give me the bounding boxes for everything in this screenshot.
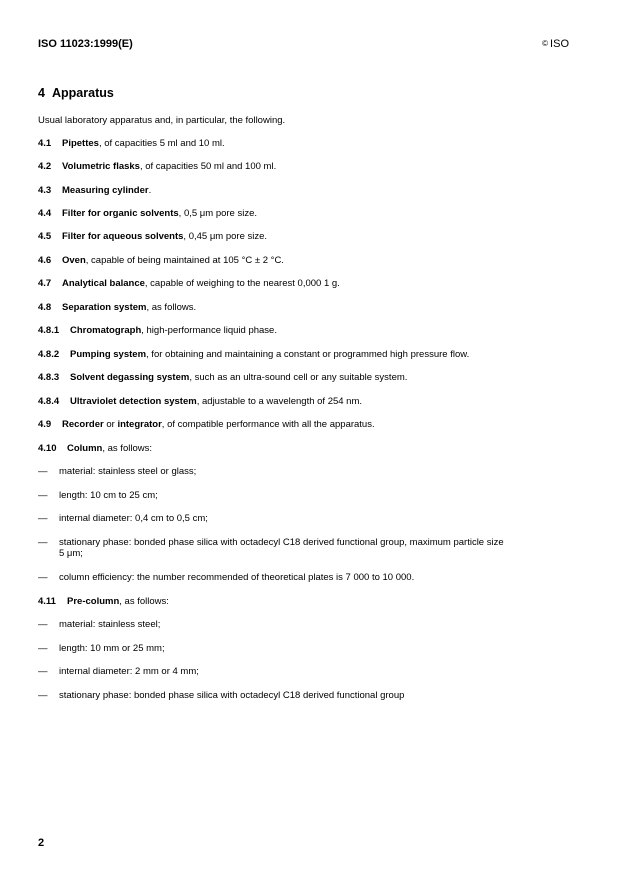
section-heading — [38, 86, 114, 100]
clause-term: Solvent degassing system — [70, 372, 190, 383]
clause-term: Volumetric flasks — [62, 161, 140, 172]
clause-number: 4.9 — [38, 419, 52, 430]
clause-text: , high-performance liquid phase. — [141, 325, 277, 336]
clause-4-6 — [38, 255, 284, 266]
clause-4-8-1 — [38, 325, 277, 336]
dash-bullet: — — [38, 466, 48, 477]
list-item-text: internal diameter: 0,4 cm to 0,5 cm; — [59, 513, 208, 524]
clause-4-3 — [38, 185, 151, 196]
section-title: Apparatus — [52, 86, 114, 100]
list-item-text: column efficiency: the number recommended of theoretical plates is 7 000 to 10 000. — [59, 572, 415, 583]
list-item-text: 5 μm; — [59, 548, 83, 559]
clause-number: 4.5 — [38, 231, 52, 242]
page-number: 2 — [38, 837, 45, 849]
clause-text: , of capacities 5 ml and 10 ml. — [98, 138, 225, 149]
clause-text: . — [148, 185, 152, 196]
copyright-symbol: © — [542, 39, 549, 48]
clause-term: Pre-column — [67, 596, 120, 607]
clause-term: Ultraviolet detection system — [70, 396, 197, 407]
dash-bullet: — — [38, 537, 48, 548]
list-item-text: material: stainless steel; — [59, 619, 161, 630]
clause-number: 4.8 — [38, 302, 52, 313]
clause-4-8-4 — [38, 396, 362, 407]
clause-text: , as follows: — [119, 596, 169, 607]
clause-text: , of compatible performance with all the apparatus. — [161, 419, 375, 430]
clause-number: 4.6 — [38, 255, 52, 266]
dash-bullet: — — [38, 643, 48, 654]
clause-number: 4.8.2 — [38, 349, 60, 360]
clause-4-7 — [38, 278, 340, 289]
clause-text: , capable of weighing to the nearest 0,000 1 g. — [144, 278, 340, 289]
clause-number: 4.8.1 — [38, 325, 60, 336]
clause-term: Analytical balance — [62, 278, 145, 289]
clause-4-8-3 — [38, 372, 407, 383]
dash-bullet: — — [38, 690, 48, 701]
list-item-text: length: 10 cm to 25 cm; — [59, 490, 158, 501]
clause-term-2: integrator — [117, 419, 162, 430]
clause-text: , such as an ultra-sound cell or any suitable system. — [189, 372, 408, 383]
clause-text: , as follows: — [102, 443, 152, 454]
clause-term: Filter for organic solvents — [62, 208, 179, 219]
list-item-text: stationary phase: bonded phase silica with octadecyl C18 derived functional group — [59, 690, 405, 701]
dash-bullet: — — [38, 513, 48, 524]
list-item-text: internal diameter: 2 mm or 4 mm; — [59, 666, 199, 677]
dash-bullet: — — [38, 490, 48, 501]
clause-text: , 0,5 μm pore size. — [178, 208, 258, 219]
clause-text: , 0,45 μm pore size. — [183, 231, 268, 242]
clause-4-8-2 — [38, 349, 469, 360]
document-header-title: ISO 11023:1999(E) — [38, 38, 133, 50]
clause-text: , for obtaining and maintaining a constant or programmed high pressure flow. — [146, 349, 470, 360]
clause-number: 4.1 — [38, 138, 52, 149]
dash-bullet: — — [38, 572, 48, 583]
clause-text: , capable of being maintained at 105 °C ± 2 °C. — [85, 255, 284, 266]
section-number: 4 — [38, 86, 45, 100]
clause-term: Oven — [62, 255, 86, 266]
list-item-text: material: stainless steel or glass; — [59, 466, 197, 477]
clause-text: , of capacities 50 ml and 100 ml. — [139, 161, 277, 172]
clause-connector: or — [103, 419, 118, 430]
clause-number: 4.4 — [38, 208, 52, 219]
intro-paragraph: Usual laboratory apparatus and, in particular, the following. — [38, 115, 286, 126]
clause-4-2 — [38, 161, 276, 172]
dash-bullet: — — [38, 666, 48, 677]
clause-4-5 — [38, 231, 267, 242]
clause-term: Filter for aqueous solvents — [62, 231, 184, 242]
list-item-text: stationary phase: bonded phase silica with octadecyl C18 derived functional group, maximum particle size — [59, 537, 504, 548]
clause-number: 4.8.3 — [38, 372, 60, 383]
clause-term: Measuring cylinder — [62, 185, 149, 196]
clause-term: Recorder — [62, 419, 104, 430]
dash-bullet: — — [38, 619, 48, 630]
clause-text: , as follows. — [146, 302, 197, 313]
clause-number: 4.3 — [38, 185, 52, 196]
clause-number: 4.7 — [38, 278, 52, 289]
list-item-text: length: 10 mm or 25 mm; — [59, 643, 165, 654]
clause-text: , adjustable to a wavelength of 254 nm. — [196, 396, 363, 407]
clause-4-11 — [38, 596, 169, 607]
clause-term: Chromatograph — [70, 325, 142, 336]
clause-term: Pipettes — [62, 138, 99, 149]
clause-term: Separation system — [62, 302, 147, 313]
clause-number: 4.11 — [38, 596, 56, 607]
clause-number: 4.8.4 — [38, 396, 60, 407]
clause-term: Pumping system — [70, 349, 147, 360]
clause-4-10 — [38, 443, 152, 454]
clause-4-1 — [38, 138, 225, 149]
copyright-text: ISO — [550, 38, 569, 50]
clause-number: 4.10 — [38, 443, 57, 454]
copyright-notice — [542, 38, 569, 50]
clause-4-4 — [38, 208, 257, 219]
clause-4-9 — [38, 419, 375, 430]
clause-term: Column — [67, 443, 103, 454]
clause-4-8 — [38, 302, 196, 313]
clause-number: 4.2 — [38, 161, 52, 172]
